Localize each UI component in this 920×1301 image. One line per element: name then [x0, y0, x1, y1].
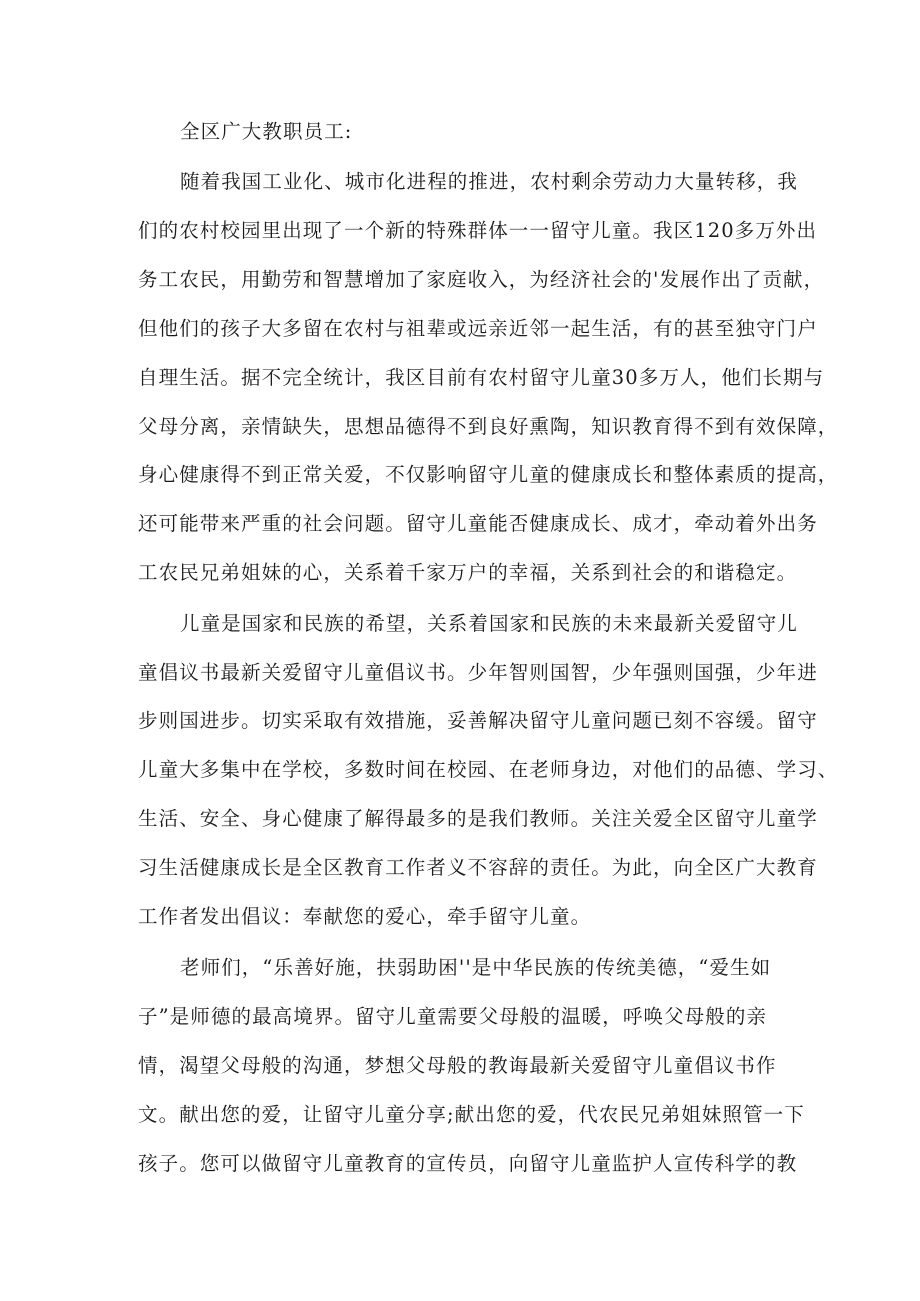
paragraph-2-line-1: 儿童是国家和民族的希望，关系着国家和民族的未来最新关爱留守儿: [180, 612, 799, 635]
paragraph-3-line-4: 文。献出您的爱，让留守儿童分享;献出您的爱，代农民兄弟姐妹照管一下: [138, 1103, 805, 1126]
salutation: 全区广大教职员工:: [180, 120, 353, 143]
paragraph-1-line-7: 身心健康得不到正常关爱，不仅影响留守儿童的健康成长和整体素质的提高，: [138, 463, 839, 486]
paragraph-3-line-1: 老师们，“乐善好施，扶弱助困''是中华民族的传统美德，“爱生如: [180, 956, 772, 979]
paragraph-3-line-3: 情，渴望父母般的沟通，梦想父母般的教诲最新关爱留守儿童倡议书作: [138, 1054, 777, 1077]
paragraph-1-line-8: 还可能带来严重的社会问题。留守儿童能否健康成长、成才，牵动着外出务: [138, 512, 818, 535]
paragraph-1-line-1: 随着我国工业化、城市化进程的推进，农村剩余劳动力大量转移，我: [180, 170, 799, 193]
paragraph-1-line-9: 工农民兄弟姐妹的心，关系着千家万户的幸福，关系到社会的和谐稳定。: [138, 561, 798, 584]
paragraph-2-line-2: 童倡议书最新关爱留守儿童倡议书。少年智则国智，少年强则国强，少年进: [138, 661, 818, 684]
paragraph-2-line-5: 生活、安全、身心健康了解得最多的是我们教师。关注关爱全区留守儿童学: [138, 807, 818, 830]
paragraph-2-line-3: 步则国进步。切实采取有效措施，妥善解决留守儿童问题已刻不容缓。留守: [138, 709, 818, 732]
paragraph-1-line-4: 但他们的孩子大多留在农村与祖辈或远亲近邻一起生活，有的甚至独守门户: [138, 317, 818, 340]
paragraph-1-line-5: 自理生活。据不完全统计，我区目前有农村留守儿童30多万人，他们长期与: [138, 366, 825, 389]
paragraph-2-line-6: 习生活健康成长是全区教育工作者义不容辞的责任。为此，向全区广大教育: [138, 856, 818, 879]
paragraph-1-line-2: 们的农村校园里出现了一个新的特殊群体一一留守儿童。我区120多万外出: [138, 219, 818, 242]
paragraph-3-line-5: 孩子。您可以做留守儿童教育的宣传员，向留守儿童监护人宣传科学的教: [138, 1152, 798, 1175]
paragraph-1-line-6: 父母分离，亲情缺失，思想品德得不到良好熏陶，知识教育得不到有效保障，: [138, 415, 839, 438]
paragraph-1-line-3: 务工农民，用勤劳和智慧增加了家庭收入，为经济社会的'发展作出了贡献，: [138, 268, 825, 291]
paragraph-3-line-2: 子”是师德的最高境界。留守儿童需要父母般的温暖，呼唤父母般的亲: [138, 1005, 768, 1028]
paragraph-2-line-4: 儿童大多集中在学校，多数时间在校园、在老师身边，对他们的品德、学习、: [138, 758, 839, 781]
paragraph-2-line-7: 工作者发出倡议：奉献您的爱心，牵手留守儿童。: [138, 905, 592, 928]
